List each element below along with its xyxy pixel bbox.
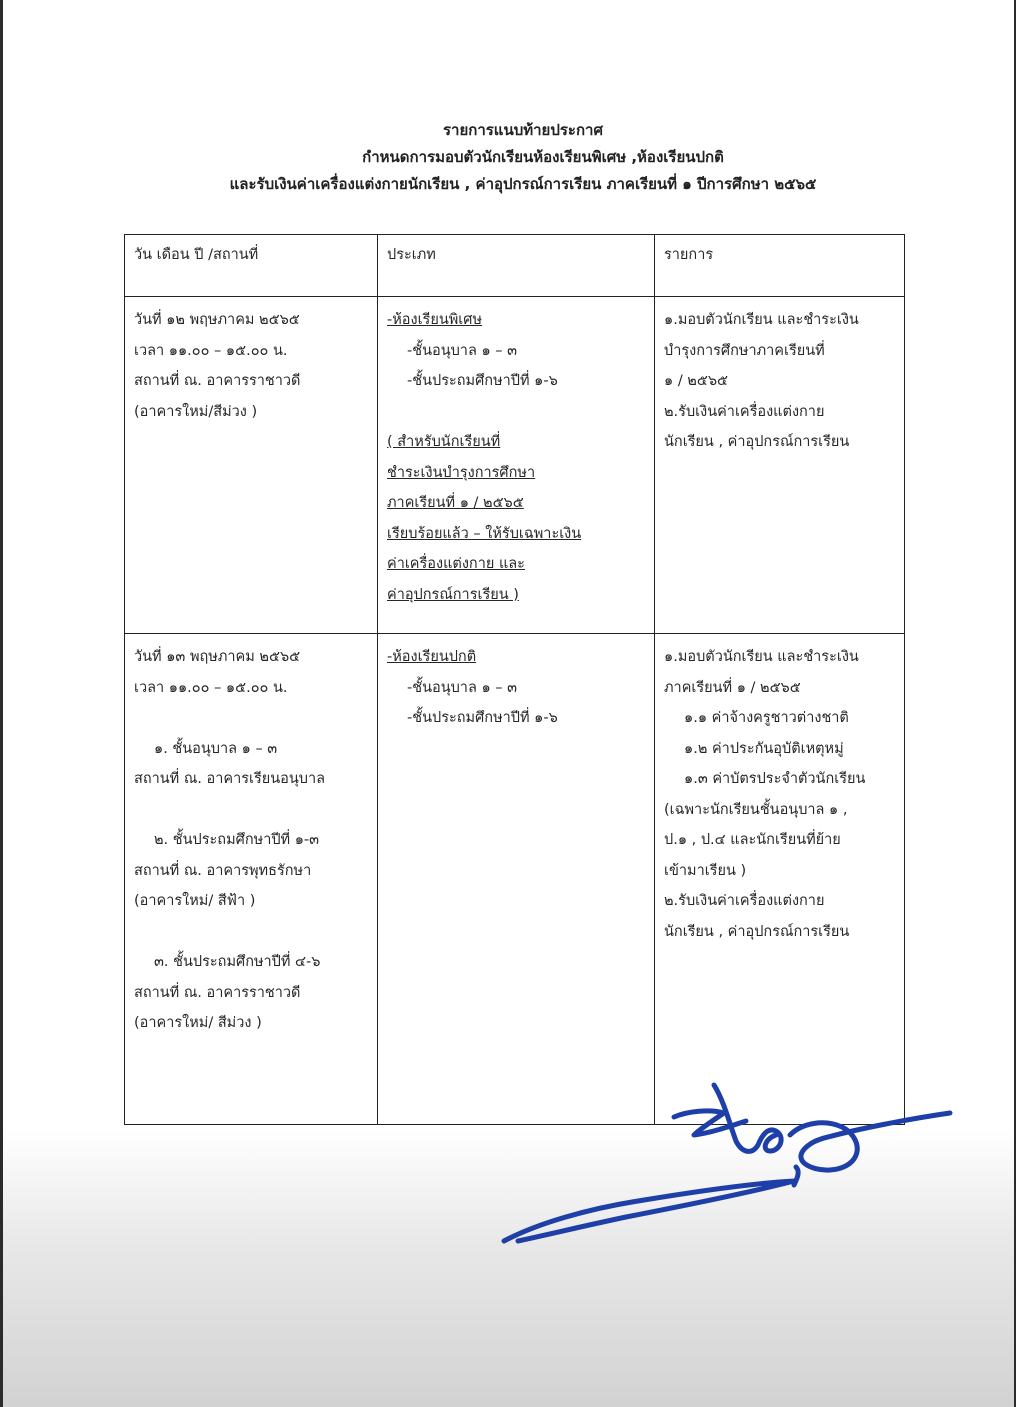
- time-line: เวลา ๑๑.๐๐ – ๑๕.๐๐ น.: [134, 342, 288, 359]
- cell-date-place: [125, 634, 378, 1125]
- left-border: [0, 0, 3, 1407]
- item-line: (เฉพาะนักเรียนชั้นอนุบาล ๑ ,: [664, 801, 848, 818]
- header-subtitle: กำหนดการมอบตัวนักเรียนห้องเรียนพิเศษ ,ห้องเรียนปกติ: [362, 148, 724, 166]
- type-note-line: ชำระเงินบำรุงการศึกษา: [387, 464, 536, 481]
- building-line: (อาคารใหม่/สีม่วง ): [134, 403, 258, 420]
- sub-item-line: ๑.๓ ค่าบัตรประจำตัวนักเรียน: [684, 771, 866, 787]
- table-header-row: [125, 235, 905, 297]
- building-line: (อาคารใหม่/ สีฟ้า ): [134, 893, 256, 909]
- time-line: เวลา ๑๑.๐๐ – ๑๕.๐๐ น.: [134, 679, 288, 696]
- group-heading: ๓. ชั้นประถมศึกษาปีที่ ๔-๖: [154, 954, 321, 970]
- signature-stroke: [504, 1181, 794, 1241]
- item-line: ๒.รับเงินค่าเครื่องแต่งกาย: [664, 403, 825, 420]
- sub-item-line: ๑.๑ ค่าจ้างครูชาวต่างชาติ: [684, 710, 849, 726]
- place-line: สถานที่ ณ. อาคารเรียนอนุบาล: [134, 771, 326, 787]
- item-line: ๑ / ๒๕๖๕: [664, 373, 729, 389]
- item-line: เข้ามาเรียน ): [664, 862, 747, 879]
- table-row: [125, 634, 905, 1125]
- date-line: วันที่ ๑๓ พฤษภาคม ๒๕๖๕: [134, 649, 301, 665]
- type-note-line: ภาคเรียนที่ ๑ / ๒๕๖๕: [387, 495, 524, 511]
- type-note-line: เรียบร้อยแล้ว – ให้รับเฉพาะเงิน: [387, 525, 582, 542]
- item-line: ๒.รับเงินค่าเครื่องแต่งกาย: [664, 893, 825, 909]
- cell-type: [378, 634, 655, 1125]
- signature-stroke: [794, 1167, 798, 1185]
- type-item: -ชั้นอนุบาล ๑ – ๓: [407, 679, 518, 696]
- header-title: รายการแนบท้ายประกาศ: [442, 121, 604, 139]
- group-heading: ๑. ชั้นอนุบาล ๑ – ๓: [154, 740, 278, 757]
- item-line: ภาคเรียนที่ ๑ / ๒๕๖๕: [664, 679, 801, 696]
- table-row: [125, 297, 905, 634]
- date-line: วันที่ ๑๒ พฤษภาคม ๒๕๖๕: [134, 312, 300, 328]
- building-line: (อาคารใหม่/ สีม่วง ): [134, 1015, 262, 1031]
- group-heading: ๒. ชั้นประถมศึกษาปีที่ ๑-๓: [154, 832, 320, 848]
- type-heading: -ห้องเรียนปกติ: [387, 649, 477, 665]
- cell-items: [655, 634, 905, 1125]
- type-item: -ชั้นประถมศึกษาปีที่ ๑-๖: [407, 373, 558, 389]
- signature-stroke: [714, 1085, 781, 1151]
- column-header-date-place: วัน เดือน ปี /สถานที่: [125, 235, 378, 297]
- item-line: ๑.มอบตัวนักเรียน และชำระเงิน: [664, 312, 859, 328]
- type-note-line: ( สำหรับนักเรียนที่: [387, 434, 501, 450]
- cell-items: [655, 297, 905, 634]
- document-header: [0, 117, 1016, 198]
- type-item: -ชั้นประถมศึกษาปีที่ ๑-๖: [407, 710, 558, 726]
- type-note-line: ค่าอุปกรณ์การเรียน ): [387, 586, 519, 603]
- handwritten-signature: [498, 1075, 968, 1250]
- type-note-line: ค่าเครื่องแต่งกาย และ: [387, 556, 525, 572]
- type-item: -ชั้นอนุบาล ๑ – ๓: [407, 342, 518, 359]
- item-line: นักเรียน , ค่าอุปกรณ์การเรียน: [664, 434, 850, 450]
- type-heading: -ห้องเรียนพิเศษ: [387, 312, 483, 328]
- item-line: บำรุงการศึกษาภาคเรียนที่: [664, 342, 825, 359]
- schedule-table: [124, 234, 905, 1125]
- header-description: และรับเงินค่าเครื่องแต่งกายนักเรียน , ค่าอุปกรณ์การเรียน ภาคเรียนที่ ๑ ปีการศึกษา ๒๕๖๕: [229, 175, 817, 193]
- place-line: สถานที่ ณ. อาคารราชาวดี: [134, 373, 301, 389]
- item-line: นักเรียน , ค่าอุปกรณ์การเรียน: [664, 923, 850, 940]
- place-line: สถานที่ ณ. อาคารราชาวดี: [134, 984, 301, 1001]
- sub-item-line: ๑.๒ ค่าประกันอุบัติเหตุหมู่: [684, 740, 844, 757]
- signature-stroke: [790, 1113, 950, 1170]
- item-line: ป.๑ , ป.๔ และนักเรียนที่ย้าย: [664, 832, 841, 848]
- item-line: ๑.มอบตัวนักเรียน และชำระเงิน: [664, 649, 859, 665]
- column-header-type: ประเภท: [378, 235, 655, 297]
- cell-date-place: [125, 297, 378, 634]
- cell-type: [378, 297, 655, 634]
- place-line: สถานที่ ณ. อาคารพุทธรักษา: [134, 862, 312, 879]
- column-header-items: รายการ: [655, 235, 905, 297]
